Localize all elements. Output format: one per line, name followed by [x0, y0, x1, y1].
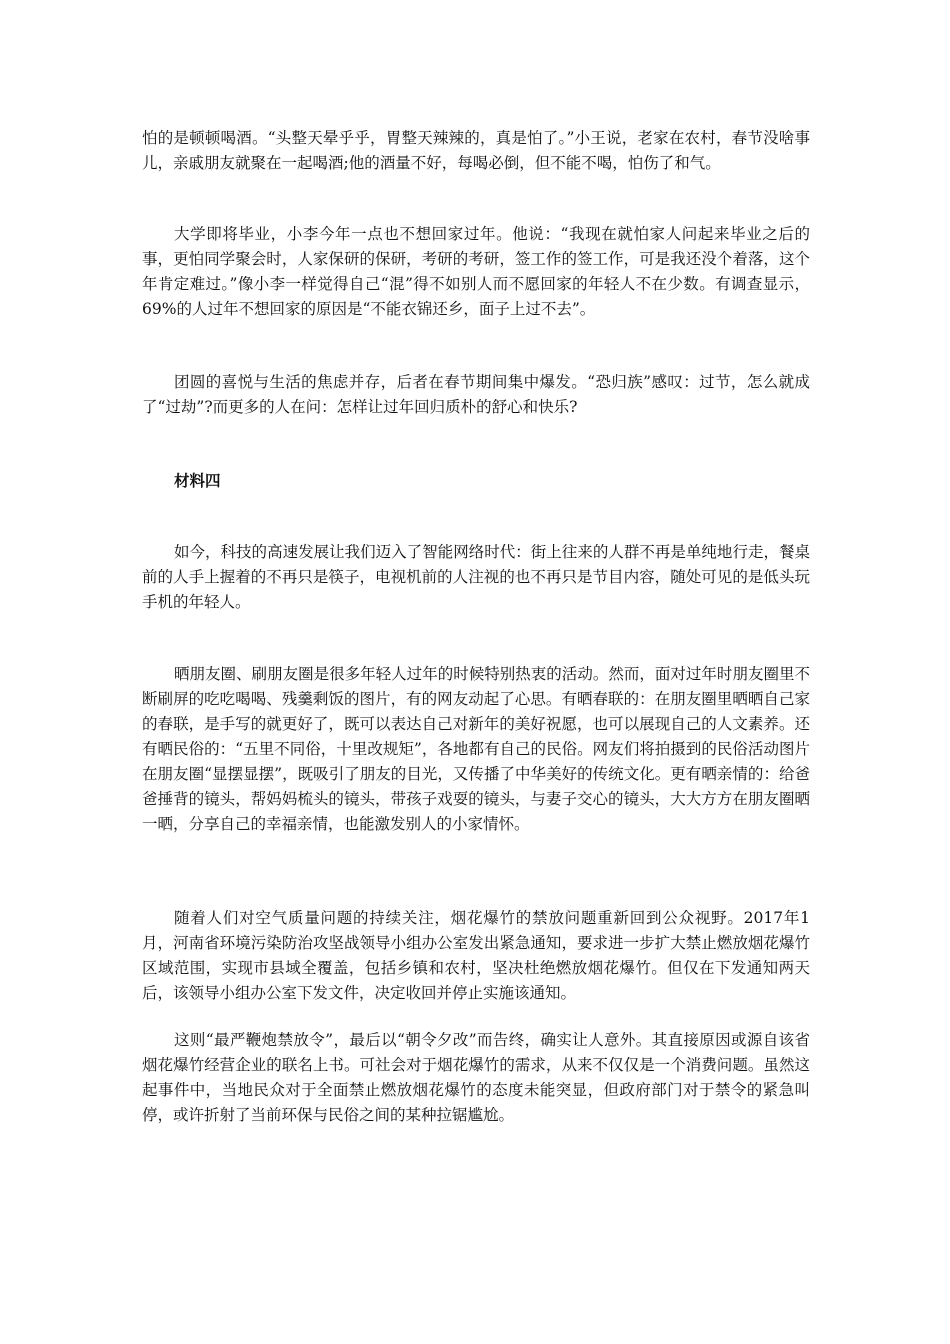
paragraph-fireworks-ban-notice: 随着人们对空气质量问题的持续关注，烟花爆竹的禁放问题重新回到公众视野。2017年1月，河南省环境污染防治攻坚战领导小组办公室发出紧急通知，要求进一步扩大禁止燃放烟花爆竹区域范围，实现市县域全覆盖，包括乡镇和农村，坚决杜绝燃放烟花爆竹。但仅在下发通知两天后，该领导小组办公室下发文件，决定收回并停止实施该通知。: [142, 909, 810, 1002]
section-heading-material-four: 材料四: [174, 471, 221, 490]
paragraph-reunion-anxiety: 团圆的喜悦与生活的焦虑并存，后者在春节期间集中爆发。“恐归族”感叹：过节，怎么就成了“过劫”?而更多的人在问：怎样让过年回归质朴的舒心和快乐?: [142, 373, 810, 416]
paragraph-smart-network-era: 如今，科技的高速发展让我们迈入了智能网络时代：街上往来的人群不再是单纯地行走，餐桌前的人手上握着的不再只是筷子，电视机前的人注视的也不再只是节目内容，随处可见的是低头玩手机的年轻人。: [142, 543, 810, 611]
paragraph-wechat-moments: 晒朋友圈、刷朋友圈是很多年轻人过年的时候特别热衷的活动。然而，面对过年时朋友圈里不断刷屏的吃吃喝喝、残羹剩饭的图片，有的网友动起了心思。有晒春联的：在朋友圈里晒晒自己家的春联，是手写的就更好了，既可以表达自己对新年的美好祝愿，也可以展现自己的人文素养。还有晒民俗的：“五里不同俗，十里改规矩”，各地都有自己的民俗。网友们将拍摄到的民俗活动图片在朋友圈“显摆显摆”，既吸引了朋友的目光，又传播了中华美好的传统文化。更有晒亲情的：给爸爸捶背的镜头，帮妈妈梳头的镜头，带孩子戏耍的镜头，与妻子交心的镜头，大大方方在朋友圈晒一晒，分享自己的幸福亲情，也能激发别人的小家情怀。: [142, 665, 810, 833]
paragraph-xiaowang-drinking: 怕的是顿顿喝酒。“头整天晕乎乎，胃整天辣辣的，真是怕了。”小王说，老家在农村，春节没啥事儿，亲戚朋友就聚在一起喝酒;他的酒量不好，每喝必倒，但不能不喝，怕伤了和气。: [142, 129, 810, 172]
paragraph-ban-reversal: 这则“最严鞭炮禁放令”，最后以“朝令夕改”而告终，确实让人意外。其直接原因或源自该省烟花爆竹经营企业的联名上书。可社会对于烟花爆竹的需求，从来不仅仅是一个消费问题。虽然这起事件中，当地民众对于全面禁止燃放烟花爆竹的态度未能突显，但政府部门对于禁令的紧急叫停，或许折射了当前环保与民俗之间的某种拉锯尴尬。: [142, 1031, 810, 1124]
paragraph-xiaoli-graduation: 大学即将毕业，小李今年一点也不想回家过年。他说：“我现在就怕家人问起来毕业之后的事，更怕同学聚会时，人家保研的保研，考研的考研，签工作的签工作，可是我还没个着落，这个年肯定难过。”像小李一样觉得自己“混”得不如别人而不愿回家的年轻人不在少数。有调查显示，69%的人过年不想回家的原因是“不能衣锦还乡，面子上过不去”。: [142, 225, 810, 318]
